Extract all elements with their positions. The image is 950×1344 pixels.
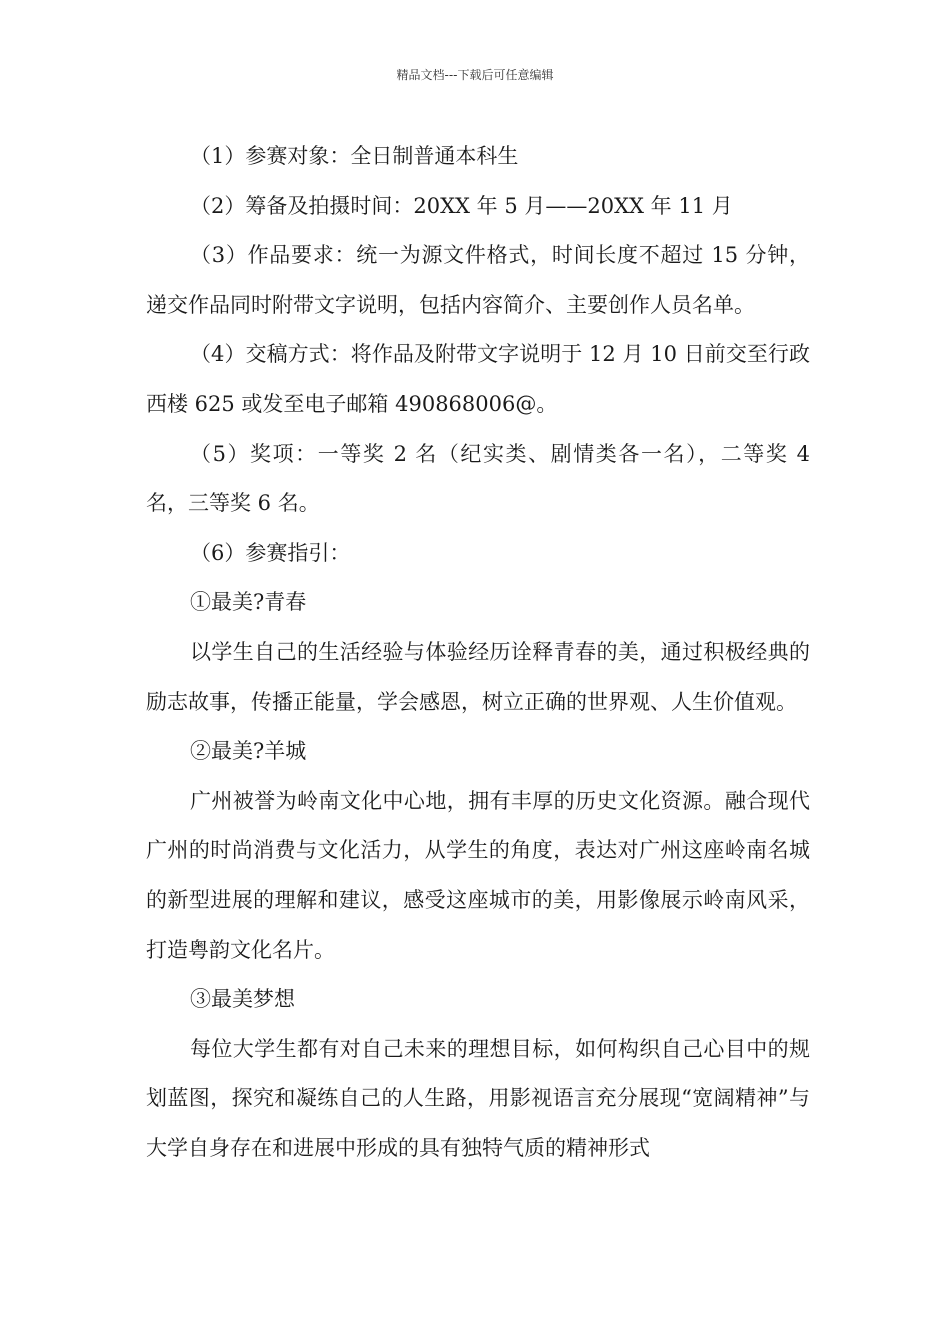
paragraph-participants: （1）参赛对象：全日制普通本科生 (190, 144, 519, 168)
document-body (146, 132, 810, 1173)
subheading-city: ②最美?羊城 (190, 739, 307, 764)
paragraph-guide-heading: （6）参赛指引： (190, 540, 351, 565)
paragraph-submission: （4）交稿方式：将作品及附带文字说明于 12 月 10 日前交至行政西楼 625 或发至电子邮箱 490868006@。 (146, 342, 810, 416)
paragraph-awards: （5）奖项：一等奖 2 名（纪实类、剧情类各一名），二等奖 4 名，三等奖 6 名。 (146, 441, 810, 516)
paragraph-city: 广州被誉为岭南文化中心地，拥有丰厚的历史文化资源。融合现代广州的时尚消费与文化活力，从学生的角度，表达对广州这座岭南名城的新型进展的理解和建议，感受这座城市的美，用影像展示岭南风采，打造粤韵文化名片。 (146, 788, 810, 962)
subheading-dream: ③最美梦想 (190, 987, 295, 1012)
page-header: 精品文档---下载后可任意编辑 (396, 68, 554, 82)
paragraph-requirements: （3）作品要求：统一为源文件格式，时间长度不超过 15 分钟，递交作品同时附带文字说明，包括内容简介、主要创作人员名单。 (146, 243, 810, 317)
paragraph-dream: 每位大学生都有对自己未来的理想目标，如何构织自己心目中的规划蓝图，探究和凝练自己的人生路，用影视语言充分展现“宽阔精神”与大学自身存在和进展中形成的具有独特气质的精神形式 (146, 1036, 810, 1160)
paragraph-youth: 以学生自己的生活经验与体验经历诠释青春的美，通过积极经典的励志故事，传播正能量，学会感恩，树立正确的世界观、人生价值观。 (146, 639, 810, 714)
subheading-youth: ①最美?青春 (190, 590, 307, 615)
paragraph-schedule: （2）筹备及拍摄时间：20XX 年 5 月——20XX 年 11 月 (190, 193, 733, 218)
